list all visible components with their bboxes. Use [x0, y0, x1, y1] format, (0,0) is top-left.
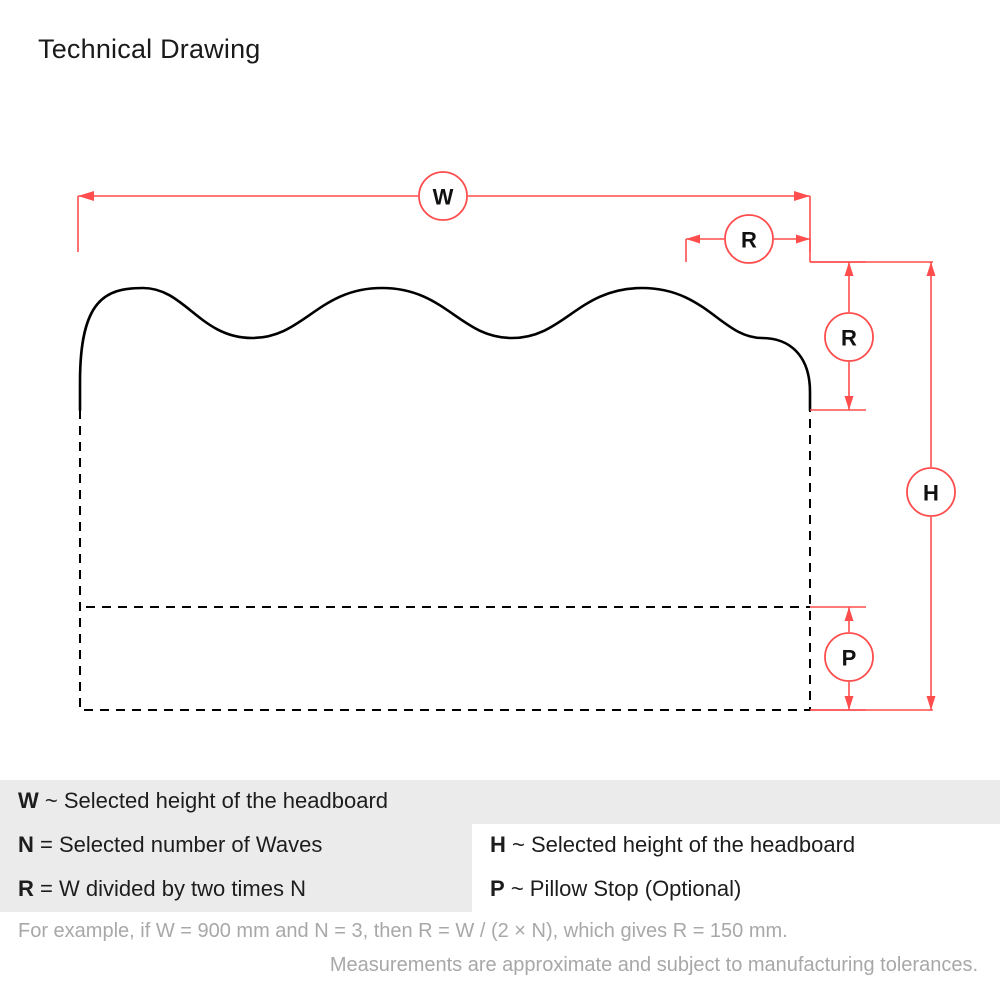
legend-text-r: W divided by two times N — [59, 876, 306, 901]
dimension-radius-side — [810, 262, 873, 410]
dimension-label-r-side: R — [841, 325, 857, 351]
dimension-label-p: P — [841, 645, 857, 671]
legend-relation-r: = — [40, 876, 53, 901]
dimension-label-r-top: R — [741, 227, 757, 253]
page-title: Technical Drawing — [38, 34, 261, 64]
headboard-outline — [80, 288, 810, 410]
legend — [0, 780, 1000, 980]
legend-symbol-h: H — [490, 832, 506, 857]
legend-symbol-n: N — [18, 832, 34, 857]
legend-relation-p: ~ — [510, 876, 524, 901]
legend-item-p — [472, 868, 1000, 912]
dimension-label-w: W — [432, 184, 454, 210]
legend-relation-n: = — [40, 832, 53, 857]
example-note: For example, if W = 900 mm and N = 3, then R = W / (2 × N), which gives R = 150 mm. — [18, 920, 788, 942]
legend-symbol-w: W — [18, 788, 39, 813]
legend-item-r — [0, 868, 472, 912]
headboard-hidden-body — [80, 410, 810, 710]
dimension-label-h: H — [923, 480, 939, 506]
legend-symbol-p: P — [490, 876, 505, 901]
legend-row — [0, 780, 1000, 824]
legend-symbol-r: R — [18, 876, 34, 901]
legend-text-p: Pillow Stop (Optional) — [529, 876, 742, 901]
legend-text-h: Selected height of the headboard — [531, 832, 856, 857]
legend-row — [0, 824, 1000, 868]
legend-text-n: Selected number of Waves — [59, 832, 323, 857]
dimension-radius-top — [686, 215, 810, 263]
dimension-width — [78, 172, 810, 252]
legend-item-n — [0, 824, 472, 868]
legend-relation-h: ~ — [512, 832, 525, 857]
tolerance-note: Measurements are approximate and subject to manufacturing tolerances. — [329, 954, 978, 976]
legend-relation-w: ~ — [44, 788, 58, 813]
legend-text-w: Selected height of the headboard — [63, 788, 389, 813]
legend-item-w — [0, 780, 1000, 824]
legend-row — [0, 868, 1000, 912]
legend-item-h — [472, 824, 1000, 868]
dimension-pillow-stop — [810, 607, 873, 710]
